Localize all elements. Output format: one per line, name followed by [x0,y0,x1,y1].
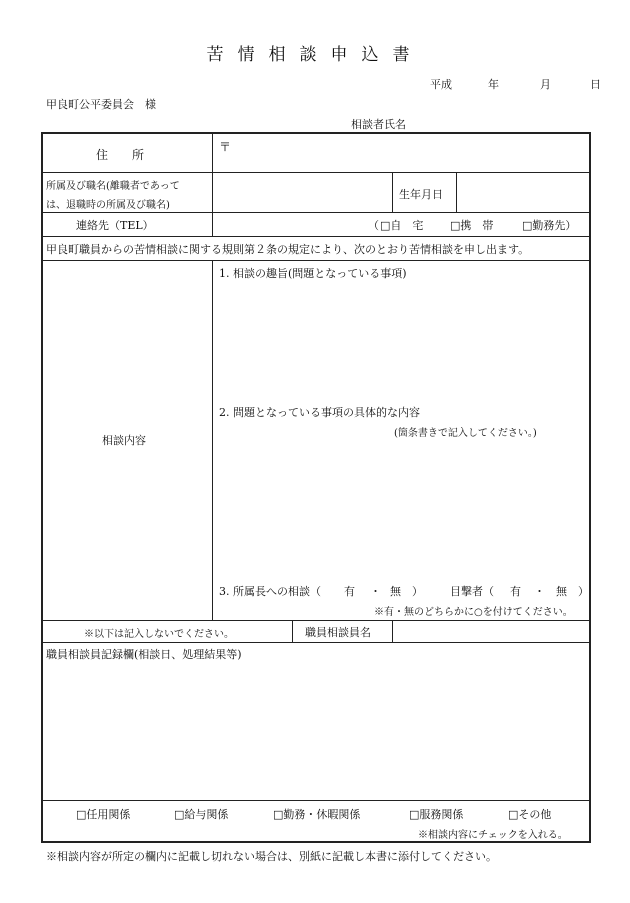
staff-only-note: ※以下は記入しないでください。 [84,629,234,640]
item3-note: ※有・無のどちらかに○を付けてください。 [374,607,573,618]
category-appointment-checkbox[interactable]: □任用関係 [76,808,131,821]
date-month: 月 [540,78,551,91]
date-era: 平成 [430,78,452,91]
addressee: 甲良町公平委員会 様 [46,98,156,111]
item1-label: 1. 相談の趣旨(問題となっている事項) [219,267,407,280]
content-label: 相談内容 [102,434,146,447]
contact-home-checkbox[interactable]: □自 宅 [380,219,424,232]
rule-statement: 甲良町職員からの苦情相談に関する規則第２条の規定により、次のとおり苦情相談を申し出ます。 [46,243,530,256]
contact-work-checkbox[interactable]: □勤務先） [522,219,577,232]
postal-mark: 〒 [219,140,232,154]
record-label: 職員相談員記録欄(相談日、処理結果等) [46,648,242,661]
staff-name-field[interactable] [396,622,588,640]
witness-yes-option[interactable]: 有 [510,585,521,598]
contact-field[interactable] [216,214,366,234]
date-year: 年 [488,78,499,91]
address-field[interactable] [232,140,584,168]
category-other-checkbox[interactable]: □その他 [508,808,552,821]
witness-dot: ・ [534,585,545,598]
record-field[interactable] [46,664,586,796]
footer-note: ※相談内容が所定の欄内に記載し切れない場合は、別紙に記載し本書に添付してください。 [46,850,497,863]
contact-mobile-checkbox[interactable]: □携 帯 [450,219,494,232]
witness-label: 目撃者（ [450,585,494,598]
birthdate-field[interactable] [460,176,586,208]
affiliation-label-line2: は、退職時の所属及び職名) [46,200,170,211]
applicant-name-label: 相談者氏名 [351,118,406,131]
supervisor-paren-close: ） [412,585,423,598]
affiliation-label-line1: 所属及び職名(離職者であって [46,181,180,192]
witness-paren-close: ） [578,585,589,598]
staff-name-label: 職員相談員名 [305,626,371,639]
item2-label: 2. 問題となっている事項の具体的な内容 [219,406,420,419]
supervisor-no-option[interactable]: 無 [390,585,401,598]
birthdate-label: 生年月日 [399,188,443,201]
item2-note: (箇条書きで記入してください。) [394,428,537,439]
address-label: 住 所 [96,148,145,162]
category-work-leave-checkbox[interactable]: □勤務・休暇関係 [273,808,361,821]
witness-no-option[interactable]: 無 [556,585,567,598]
contact-label: 連絡先（TEL） [76,219,154,232]
date-day: 日 [590,78,601,91]
supervisor-dot: ・ [370,585,381,598]
item3-label: 3. 所属長への相談（ [219,585,321,598]
category-salary-checkbox[interactable]: □給与関係 [174,808,229,821]
item1-field[interactable] [216,282,588,392]
category-note: ※相談内容にチェックを入れる。 [418,830,568,841]
supervisor-yes-option[interactable]: 有 [344,585,355,598]
form-title: 苦情相談申込書 [206,45,424,65]
item2-field[interactable] [216,440,588,576]
affiliation-field[interactable] [216,176,388,208]
contact-paren-open: （ [368,219,379,232]
category-service-checkbox[interactable]: □服務関係 [409,808,464,821]
